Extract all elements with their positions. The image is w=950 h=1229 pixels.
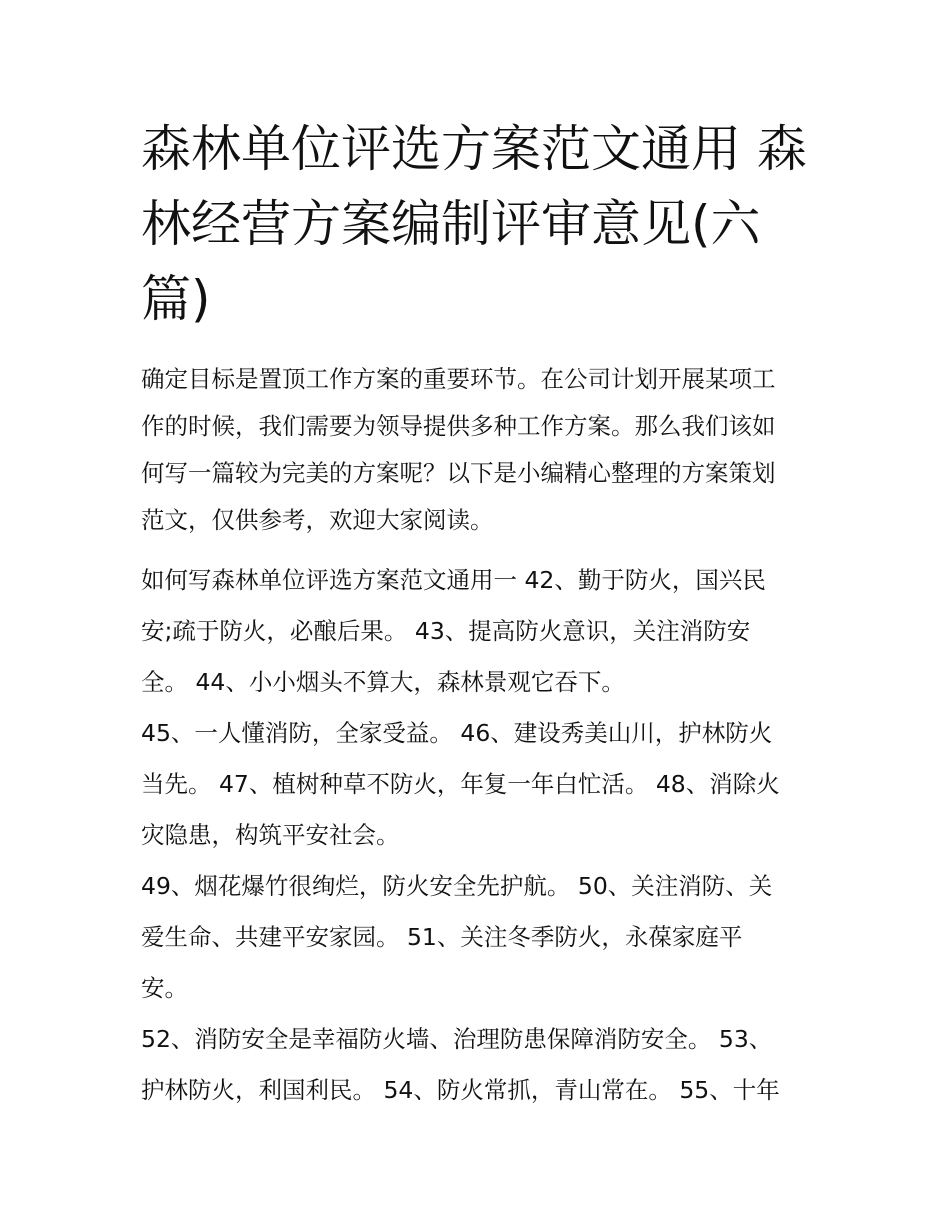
text-line: 安。 bbox=[141, 974, 188, 1002]
text-line: 当先。 47、植树种草不防火，年复一年白忙活。 48、消除火 bbox=[141, 770, 780, 798]
document-title bbox=[141, 112, 807, 337]
text-line: 45、一人懂消防，全家受益。 46、建设秀美山川，护林防火 bbox=[141, 719, 773, 747]
text-line: 安;疏于防火，必酿后果。 43、提高防火意识，关注消防安 bbox=[141, 617, 751, 645]
text-line: 确定目标是置顶工作方案的重要环节。在公司计划开展某项工 bbox=[141, 365, 776, 393]
text-line: 全。 44、小小烟头不算大，森林景观它吞下。 bbox=[141, 668, 625, 696]
paragraph bbox=[141, 1014, 780, 1116]
paragraph bbox=[141, 555, 780, 708]
title-line: 森林单位评选方案范文通用 森 bbox=[141, 120, 807, 178]
text-line: 何写一篇较为完美的方案呢？以下是小编精心整理的方案策划 bbox=[141, 459, 776, 487]
text-line: 爱生命、共建平安家园。 51、关注冬季防火，永葆家庭平 bbox=[141, 923, 743, 951]
text-line: 如何写森林单位评选方案范文通用一 42、勤于防火，国兴民 bbox=[141, 566, 766, 594]
text-line: 作的时候，我们需要为领导提供多种工作方案。那么我们该如 bbox=[141, 412, 776, 440]
title-line: 篇) bbox=[141, 270, 211, 328]
text-line: 护林防火，利国利民。 54、防火常抓，青山常在。 55、十年 bbox=[141, 1076, 780, 1104]
text-line: 灾隐患，构筑平安社会。 bbox=[141, 821, 400, 849]
paragraph bbox=[141, 861, 780, 1014]
paragraph bbox=[141, 708, 780, 861]
document-body bbox=[141, 356, 780, 1116]
title-line: 林经营方案编制评审意见(六 bbox=[141, 195, 761, 253]
text-line: 52、消防安全是幸福防火墙、治理防患保障消防安全。 53、 bbox=[141, 1025, 773, 1053]
text-line: 范文，仅供参考，欢迎大家阅读。 bbox=[141, 506, 494, 534]
intro-paragraph bbox=[141, 356, 780, 544]
text-line: 49、烟花爆竹很绚烂，防火安全先护航。 50、关注消防、关 bbox=[141, 872, 773, 900]
